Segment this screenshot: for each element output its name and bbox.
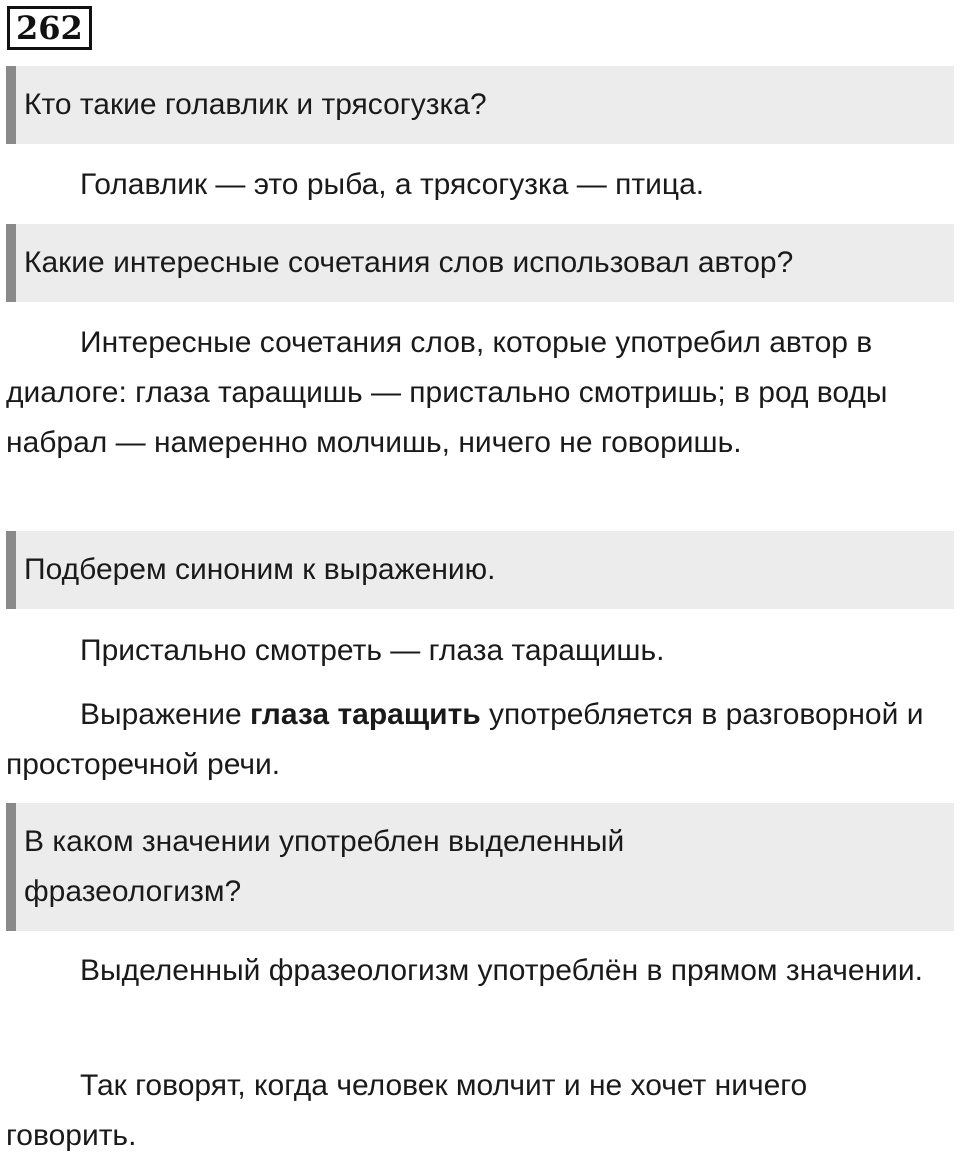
exercise-number: 262	[7, 6, 92, 50]
answer-1: Голавлик — это рыба, а трясогузка — птица.	[80, 168, 705, 201]
note-3-bold: глаза таращить	[250, 698, 481, 731]
question-3: Подберем синоним к выражению.	[6, 531, 954, 609]
answer-3: Пристально смотреть — глаза таращишь.	[80, 634, 665, 667]
question-2: Какие интересные сочетания слов использовал автор?	[6, 224, 954, 302]
answer-2: Интересные сочетания слов, которые употребил автор в диалоге: глаза таращишь — пристально смотришь; в род воды набрал — намеренно молчишь, ничего не говоришь.	[6, 326, 888, 459]
note-3-before: Выражение	[80, 698, 251, 731]
note-3-after: употребляется в разговорной и просторечной речи.	[6, 698, 924, 781]
answer-4b: Так говорят, когда человек молчит и не хочет ничего говорить.	[6, 1069, 808, 1152]
note-3	[6, 690, 926, 790]
question-4: В каком значении употреблен выделенный фразеологизм?	[6, 803, 954, 931]
question-1: Кто такие голавлик и трясогузка?	[6, 66, 954, 144]
answer-4a: Выделенный фразеологизм употреблён в прямом значении.	[80, 954, 923, 987]
